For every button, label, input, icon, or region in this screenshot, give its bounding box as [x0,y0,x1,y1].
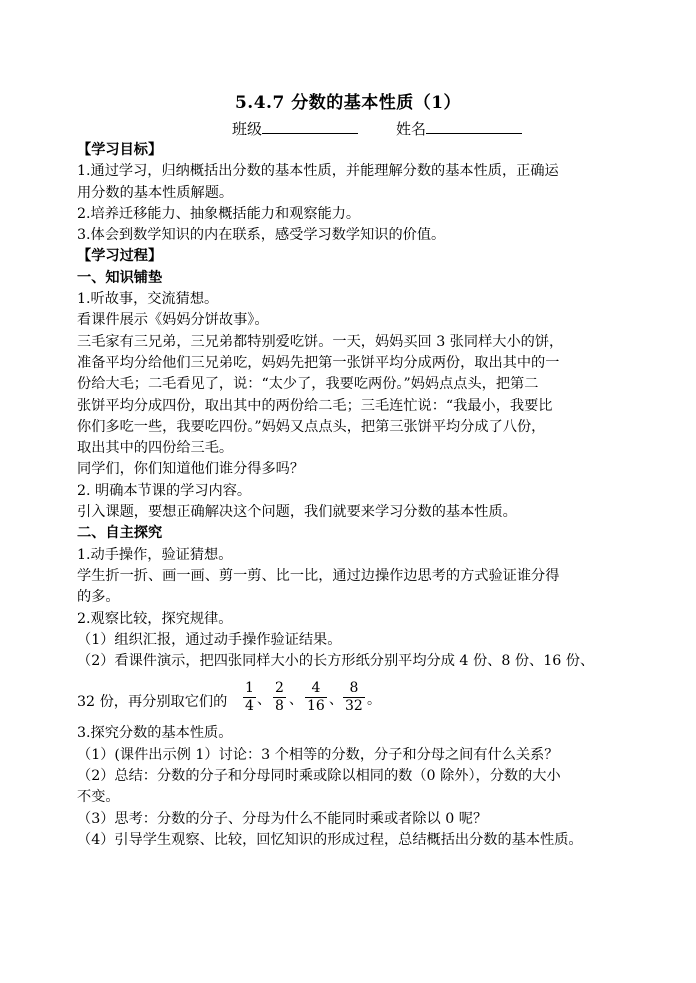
text-line: 份给大毛；二毛看见了，说：“太少了，我要吃两份。”妈妈点点头，把第二 [77,376,539,393]
fraction-denominator: 4 [245,698,254,715]
text-line: （2）看课件演示，把四张同样大小的长方形纸分别平均分成 4 份、8 份、16 份、 [77,653,595,670]
text-line: 2.观察比较，探究规律。 [77,610,233,627]
text-line: 张饼平均分成四份，取出其中的两份给二毛；三毛连忙说：“我最小，我要比 [77,397,553,414]
text-line: 1.动手操作，验证猜想。 [77,546,233,563]
text-line: 3.探究分数的基本性质。 [77,725,233,742]
fraction-numerator: 4 [311,680,321,697]
part2-heading: 二、自主探究 [77,525,163,542]
fraction-2-8 [273,680,286,715]
fraction-8-32 [343,680,365,715]
text-line: （4）引导学生观察、比较，回忆知识的形成过程，总结概括出分数的基本性质。 [77,831,583,848]
text-line: 1.听故事，交流猜想。 [77,291,219,308]
text-line: 同学们，你们知道他们谁分得多吗？ [77,461,305,478]
text-line: 2. 明确本节课的学习内容。 [77,482,252,499]
fraction-separator: 、 [289,692,303,709]
text-line: 的多。 [77,589,120,606]
text-line: （1）(课件出示例 1）讨论：3 个相等的分数，分子和分母之间有什么关系？ [77,746,559,763]
text-line: （3）思考：分数的分子、分母为什么不能同时乘或者除以 0 呢？ [77,810,488,827]
fraction-separator: 、 [329,692,343,709]
text-line: 看课件展示《妈妈分饼故事》。 [77,312,269,329]
part1-heading: 一、知识铺垫 [77,269,163,286]
goal-line: 3.体会到数学知识的内在联系，感受学习数学知识的价值。 [77,227,446,244]
fraction-row [77,672,632,715]
goal-line: 1.通过学习，归纳概括出分数的基本性质，并能理解分数的基本性质，正确运 [77,163,559,180]
process-heading: 【学习过程】 [77,248,163,265]
fraction-denominator: 32 [345,698,363,715]
fraction-1-4 [243,680,256,715]
fraction-denominator: 8 [275,698,284,715]
fraction-numerator: 1 [245,680,254,697]
text-line: 学生折一折、画一画、剪一剪、比一比，通过边操作边思考的方式验证谁分得 [77,567,560,584]
fraction-numerator: 8 [349,680,359,697]
fraction-separator: 、 [257,692,271,709]
text-line: 取出其中的四份给三毛。 [77,440,234,457]
goal-line: 2.培养迁移能力、抽象概括能力和观察能力。 [77,205,361,222]
fraction-numerator: 2 [275,680,284,697]
fraction-4-16 [305,680,327,715]
page-title: 5.4.7 分数的基本性质（1） [234,93,462,113]
text-line: 准备平均分给他们三兄弟吃，妈妈先把第一张饼平均分成两份，取出其中的一 [77,354,560,371]
fraction-denominator: 16 [307,698,325,715]
goals-heading: 【学习目标】 [77,142,163,158]
fraction-end-punct: 。 [367,692,381,709]
class-label: 班级 [232,120,263,138]
worksheet-content [77,140,632,851]
text-line: 你们多吃一些，我要吃四份。”妈妈又点点头，把第三张饼平均分成了八份， [77,418,546,435]
text-line: 引入课题，要想正确解决这个问题，我们就要来学习分数的基本性质。 [77,504,517,521]
goal-line: 用分数的基本性质解题。 [77,184,234,201]
name-blank-line [426,119,522,134]
text-line: （2）总结：分数的分子和分母同时乘或除以相同的数（0 除外），分数的大小 [77,768,561,785]
text-line: 不变。 [77,789,120,806]
student-info-fields [232,118,522,139]
text-line: （1）组织汇报，通过动手操作验证结果。 [77,631,342,648]
class-blank-line [262,119,358,134]
name-label: 姓名 [396,120,427,138]
fraction-lead-text: 32 份，再分别取它们的 [77,694,228,711]
text-line: 三毛家有三兄弟，三兄弟都特别爱吃饼。一天，妈妈买回 3 张同样大小的饼， [77,333,564,350]
